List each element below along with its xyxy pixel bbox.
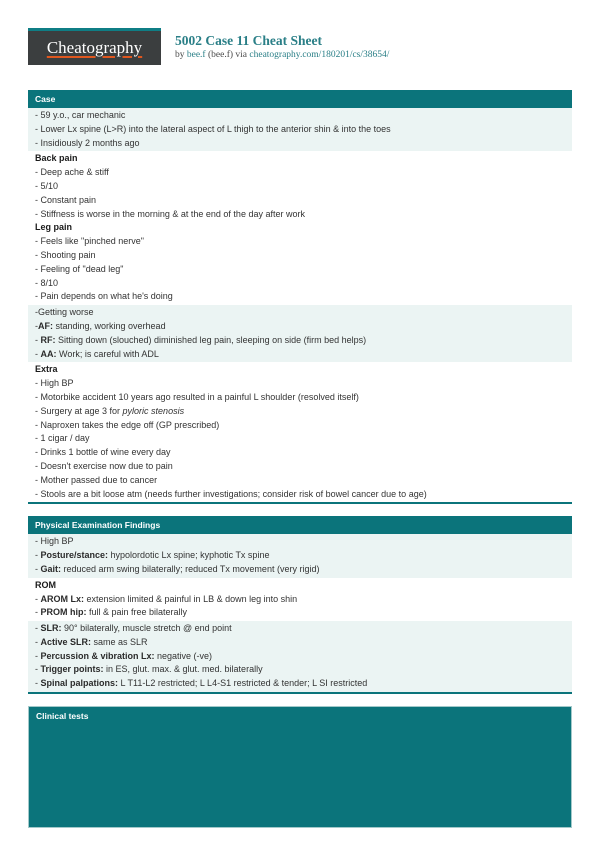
section-row xyxy=(28,534,572,577)
row-line: - Shooting pain xyxy=(35,249,96,260)
row-heading: Extra xyxy=(35,364,58,375)
row-line: - Spinal palpations: L T11-L2 restricted; L L4-S1 restricted & tender; L SI restricted xyxy=(35,678,368,689)
row-line: - SLR: 90° bilaterally, muscle stretch @ end point xyxy=(35,623,232,634)
row-line: -Getting worse xyxy=(35,307,94,318)
row-line: - Mother passed due to cancer xyxy=(35,474,158,485)
section-header-clinical-tests: Clinical tests xyxy=(36,710,89,721)
row-line: - Trigger points: in ES, glut. max. & glut. med. bilaterally xyxy=(35,664,263,675)
row-line: - Drinks 1 bottle of wine every day xyxy=(35,447,171,458)
row-line: - RF: Sitting down (slouched) diminished leg pain, sleeping on side (firm bed helps) xyxy=(35,334,367,345)
row-line: - Posture/stance: hypolordotic Lx spine; kyphotic Tx spine xyxy=(35,550,270,561)
row-line: - High BP xyxy=(35,536,74,547)
row-line: - Constant pain xyxy=(35,194,97,205)
title-block xyxy=(175,28,389,65)
row-line: - Naproxen takes the edge off (GP prescribed) xyxy=(35,419,220,430)
section-header-physical-examination-findings: Physical Examination Findings xyxy=(28,516,572,534)
byline-middle: (bee.f) via xyxy=(205,50,250,60)
section-row xyxy=(28,362,572,502)
row-line: - Surgery at age 3 for pyloric stenosis xyxy=(35,405,185,416)
row-line: - AROM Lx: extension limited & painful in LB & down leg into shin xyxy=(35,593,298,604)
section-row xyxy=(28,621,572,692)
row-line: - Gait: reduced arm swing bilaterally; reduced Tx movement (very rigid) xyxy=(35,563,320,574)
row-heading: Leg pain xyxy=(35,222,73,233)
row-line: - Insidiously 2 months ago xyxy=(35,137,140,148)
row-line: - Active SLR: same as SLR xyxy=(35,636,148,647)
section-row xyxy=(28,305,572,362)
row-line: - AA: Work; is careful with ADL xyxy=(35,348,159,359)
logo-text: Cheatography xyxy=(46,38,143,57)
row-line: - Stools are a bit loose atm (needs further investigations; consider risk of bowel cancer due to age) xyxy=(35,488,427,499)
section-header-case: Case xyxy=(28,90,572,108)
page-title: 5002 Case 11 Cheat Sheet xyxy=(175,33,322,48)
byline-prefix: by xyxy=(175,50,187,60)
section-physical-examination-findings xyxy=(28,516,572,694)
section-row xyxy=(28,108,572,151)
row-line: - 1 cigar / day xyxy=(35,433,90,444)
author-link[interactable]: bee.f xyxy=(186,50,206,60)
row-line: - Stiffness is worse in the morning & at the end of the day after work xyxy=(35,208,305,219)
section-clinical-tests xyxy=(28,706,572,828)
row-line: - Deep ache & stiff xyxy=(35,167,109,178)
row-line: - PROM hip: full & pain free bilaterally xyxy=(35,607,188,618)
row-line: - High BP xyxy=(35,378,74,389)
row-line: - Lower Lx spine (L>R) into the lateral aspect of L thigh to the anterior shin & into the toes xyxy=(35,123,391,134)
section-row xyxy=(28,151,572,305)
row-line: - 5/10 xyxy=(35,180,59,191)
row-line: - Doesn't exercise now due to pain xyxy=(35,460,173,471)
row-line: - Feeling of "dead leg" xyxy=(35,263,124,274)
byline xyxy=(175,50,389,61)
section-case xyxy=(28,90,572,504)
row-line: - Motorbike accident 10 years ago resulted in a painful L shoulder (resolved itself) xyxy=(35,391,359,402)
cheatography-logo xyxy=(28,28,161,65)
row-line: - Percussion & vibration Lx: negative (-ve) xyxy=(35,650,213,661)
sections-container xyxy=(28,90,572,828)
section-row xyxy=(28,578,572,621)
row-line: - 59 y.o., car mechanic xyxy=(35,110,126,120)
row-heading: ROM xyxy=(35,579,56,590)
header xyxy=(0,0,600,65)
row-line: - Pain depends on what he's doing xyxy=(35,291,173,302)
section-body-empty xyxy=(29,725,571,827)
row-line: - Feels like "pinched nerve" xyxy=(35,236,144,247)
row-heading: Back pain xyxy=(35,153,78,164)
source-url-link[interactable]: cheatography.com/180201/cs/38654/ xyxy=(249,50,390,60)
row-line: -AF: standing, working overhead xyxy=(35,320,166,331)
row-line: - 8/10 xyxy=(35,277,59,288)
